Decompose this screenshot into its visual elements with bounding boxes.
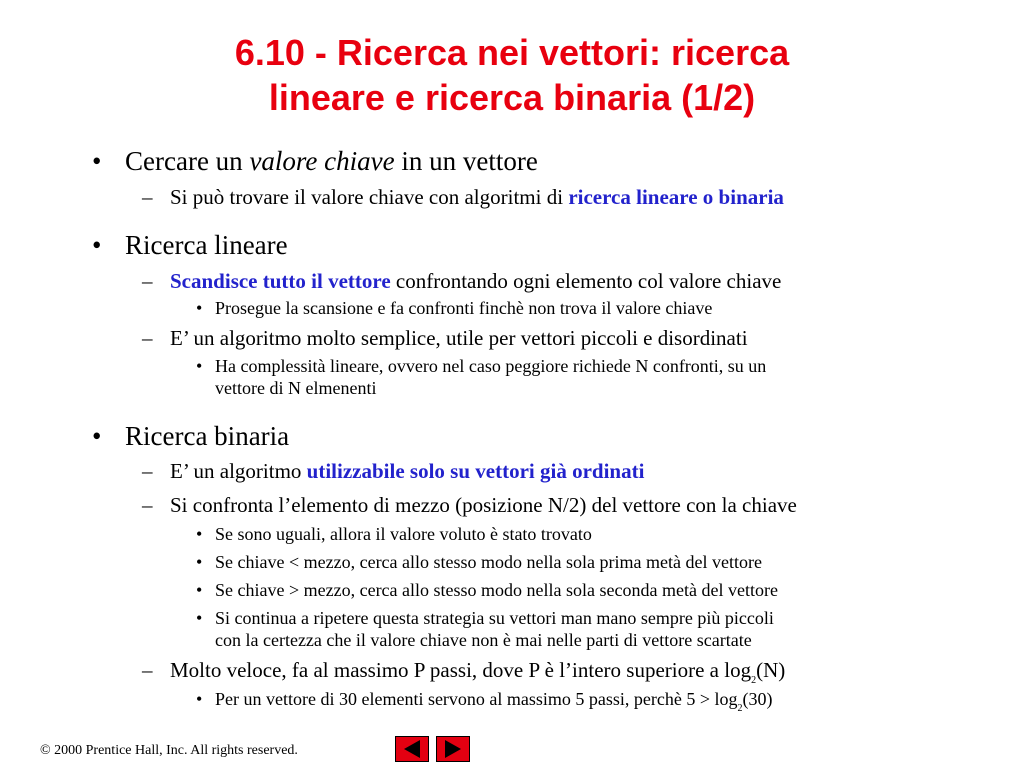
point-complessita-line-2: vettore di N elmenenti <box>215 378 377 398</box>
point-uguali: Se sono uguali, allora il valore voluto è stato trovato <box>215 524 592 544</box>
triangle-left-icon <box>396 737 428 761</box>
point-continua-line-2: con la certezza che il valore chiave non è mai nelle parti di vettore scartate <box>215 630 752 650</box>
next-slide-button[interactable] <box>436 736 470 762</box>
highlight-scandisce: Scandisce tutto il vettore <box>170 269 391 293</box>
sub-bullet-veloce: Molto veloce, fa al massimo P passi, dove P è l’intero superiore a $\log_2(N)$ <box>170 658 786 686</box>
title-line-1: 6.10 - Ricerca nei vettori: ricerca <box>234 32 790 73</box>
point-trenta-elementi: Per un vettore di 30 elementi servono al massimo 5 passi, perchè $5 > \log_2(30)$ <box>215 689 773 714</box>
bullet-icon: • <box>196 580 203 600</box>
dash-icon: – <box>142 459 153 483</box>
bullet-icon: • <box>196 524 203 544</box>
title-line-2: lineare e ricerca binaria (1/2) <box>268 77 756 118</box>
bullet-icon: • <box>196 356 203 376</box>
bullet-icon: • <box>92 230 102 260</box>
bullet-cercare: Cercare un valore chiave in un vettore <box>125 146 538 176</box>
bullet-icon: • <box>196 298 203 318</box>
point-prosegue: Prosegue la scansione e fa confronti finchè non trova il valore chiave <box>215 298 713 318</box>
bullet-icon: • <box>92 146 102 176</box>
copyright-footer: © 2000 Prentice Hall, Inc. All rights reserved. <box>40 743 298 758</box>
bullet-icon: • <box>196 608 203 628</box>
sub-bullet-algoritmi: Si può trovare il valore chiave con algoritmi di ricerca lineare o binaria <box>170 185 784 209</box>
dash-icon: – <box>142 185 153 209</box>
triangle-right-icon <box>437 737 469 761</box>
highlight-ordinati: utilizzabile solo su vettori già ordinati <box>306 459 645 483</box>
dash-icon: – <box>142 269 153 293</box>
previous-slide-button[interactable] <box>395 736 429 762</box>
valore-chiave-term: valore chiave <box>249 146 395 176</box>
dash-icon: – <box>142 658 153 682</box>
point-maggiore: Se chiave > mezzo, cerca allo stesso modo nella sola seconda metà del vettore <box>215 580 778 600</box>
dash-icon: – <box>142 493 153 517</box>
point-minore: Se chiave < mezzo, cerca allo stesso modo nella sola prima metà del vettore <box>215 552 762 572</box>
sub-bullet-scandisce: Scandisce tutto il vettore confrontando ogni elemento col valore chiave <box>170 269 782 293</box>
sub-bullet-semplice: E’ un algoritmo molto semplice, utile per vettori piccoli e disordinati <box>170 326 748 350</box>
bullet-icon: • <box>196 552 203 572</box>
highlight-ricerca-lineare-binaria: ricerca lineare o binaria <box>568 185 784 209</box>
point-continua-line-1: Si continua a ripetere questa strategia su vettori man mano sempre più piccoli <box>215 608 774 628</box>
bullet-icon: • <box>196 689 203 709</box>
slide-title <box>0 30 1024 120</box>
point-complessita-line-1: Ha complessità lineare, ovvero nel caso peggiore richiede N confronti, su un <box>215 356 767 376</box>
dash-icon: – <box>142 326 153 350</box>
bullet-ricerca-binaria: Ricerca binaria <box>125 421 290 451</box>
sub-bullet-ordinati: E’ un algoritmo utilizzabile solo su vettori già ordinati <box>170 459 645 483</box>
bullet-icon: • <box>92 421 102 451</box>
sub-bullet-confronta: Si confronta l’elemento di mezzo (posizione N/2) del vettore con la chiave <box>170 493 797 517</box>
bullet-ricerca-lineare: Ricerca lineare <box>125 230 288 260</box>
